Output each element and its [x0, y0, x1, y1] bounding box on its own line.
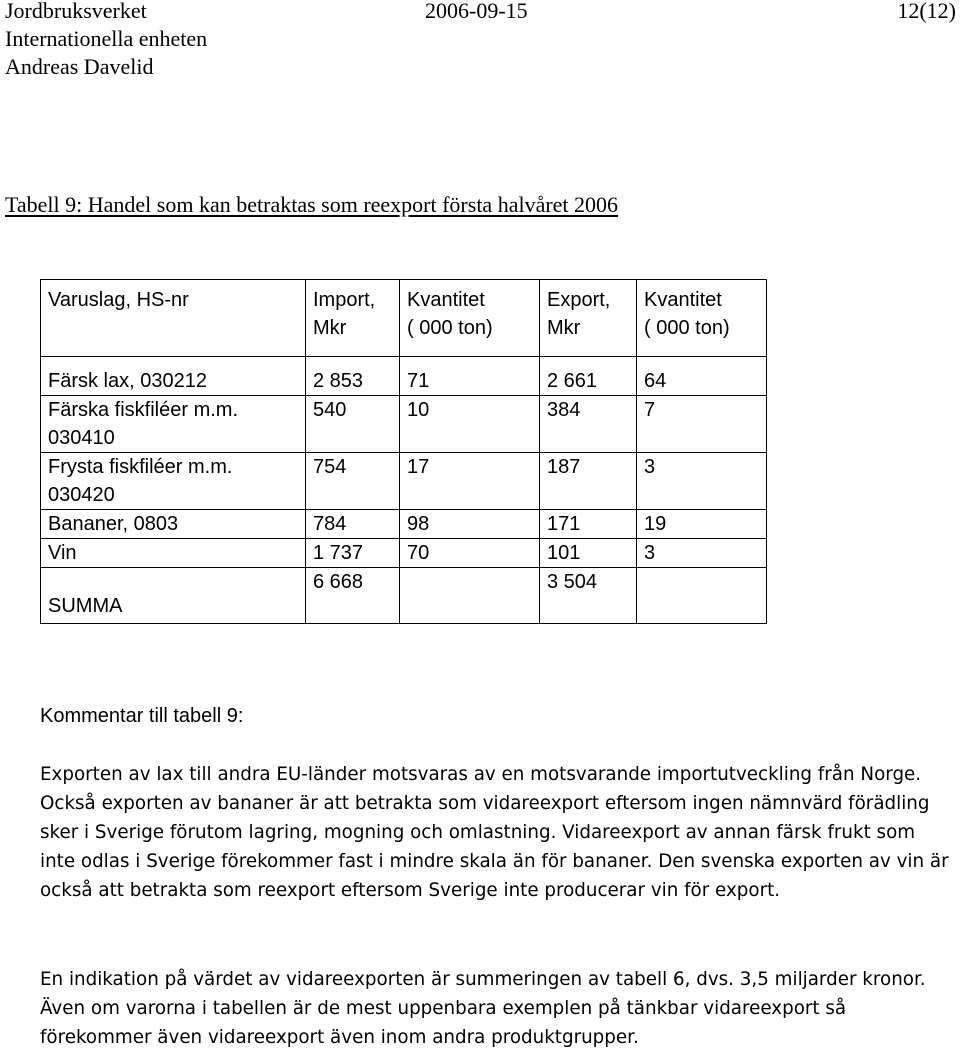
export-qty-value: 3 — [637, 453, 767, 510]
header-org: Jordbruksverket — [5, 0, 147, 23]
header-cell-import-qty — [400, 280, 540, 357]
row-label: Vin — [41, 539, 306, 568]
page-number: 12(12) — [897, 0, 956, 23]
import-value: 784 — [306, 510, 400, 539]
export-value: 101 — [540, 539, 637, 568]
export-value: 2 661 — [540, 357, 637, 396]
import-value: 2 853 — [306, 357, 400, 396]
header-text: ( 000 ton) — [644, 317, 730, 339]
comment-paragraph-1: Exporten av lax till andra EU-länder motsvaras av en motsvarande importutveckling från Norge. Också exporten av bananer är att betrakta som vidareexport eftersom ingen nämnvärd förädling sker i Sverige förutom lagring, mogning och omlastning. Vidareexport av annan färsk frukt som inte odlas i Sverige förekommer fast i mindre skala än för bananer. Den svenska exporten av vin är också att betrakta som reexport eftersom Sverige inte producerar vin för export. — [40, 764, 949, 901]
reexport-table — [40, 279, 767, 624]
sum-label: SUMMA — [41, 568, 306, 624]
row-label: Bananer, 0803 — [41, 510, 306, 539]
import-qty-value: 71 — [400, 357, 540, 396]
export-qty-value: 19 — [637, 510, 767, 539]
table-row — [41, 396, 767, 453]
import-qty-value: 17 — [400, 453, 540, 510]
row-label: Frysta fiskfiléer m.m. 030420 — [41, 453, 306, 510]
header-text: Varuslag, HS-nr — [48, 289, 189, 311]
header-text: Import, — [313, 289, 376, 311]
export-value: 171 — [540, 510, 637, 539]
import-value: 540 — [306, 396, 400, 453]
sum-import-qty — [400, 568, 540, 624]
header-cell-varuslag — [41, 280, 306, 357]
import-qty-value: 98 — [400, 510, 540, 539]
header-author: Andreas Davelid — [5, 54, 154, 79]
export-value: 384 — [540, 396, 637, 453]
table-row — [41, 453, 767, 510]
export-value: 187 — [540, 453, 637, 510]
comment-paragraph-2: En indikation på värdet av vidareexporten är summeringen av tabell 6, dvs. 3,5 miljarder kronor. Även om varorna i tabellen är de mest uppenbara exemplen på tänkbar vidareexport så förekommer även vidareexport även inom andra produktgrupper. — [40, 969, 926, 1048]
row-label: Färska fiskfiléer m.m. 030410 — [41, 396, 306, 453]
comment-label: Kommentar till tabell 9: — [40, 705, 244, 727]
sum-import: 6 668 — [306, 568, 400, 624]
header-text: ( 000 ton) — [407, 317, 493, 339]
table-row — [41, 357, 767, 396]
header-text: Kvantitet — [407, 289, 485, 311]
import-qty-value: 70 — [400, 539, 540, 568]
table-header-row — [41, 280, 767, 357]
import-value: 1 737 — [306, 539, 400, 568]
header-text: Kvantitet — [644, 289, 722, 311]
row-label: Färsk lax, 030212 — [41, 357, 306, 396]
header-text: Mkr — [547, 317, 581, 339]
header-unit: Internationella enheten — [5, 26, 208, 51]
table-title: Tabell 9: Handel som kan betraktas som reexport första halvåret 2006 — [5, 192, 619, 217]
export-qty-value: 64 — [637, 357, 767, 396]
header-date: 2006-09-15 — [425, 0, 528, 23]
table-row — [41, 510, 767, 539]
table-row — [41, 539, 767, 568]
sum-export-qty — [637, 568, 767, 624]
header-text: Export, — [547, 289, 611, 311]
import-qty-value: 10 — [400, 396, 540, 453]
sum-row — [41, 568, 767, 624]
export-qty-value: 3 — [637, 539, 767, 568]
header-cell-export-qty — [637, 280, 767, 357]
export-qty-value: 7 — [637, 396, 767, 453]
header-cell-import — [306, 280, 400, 357]
header-text: Mkr — [313, 317, 347, 339]
sum-export: 3 504 — [540, 568, 637, 624]
header-cell-export — [540, 280, 637, 357]
import-value: 754 — [306, 453, 400, 510]
